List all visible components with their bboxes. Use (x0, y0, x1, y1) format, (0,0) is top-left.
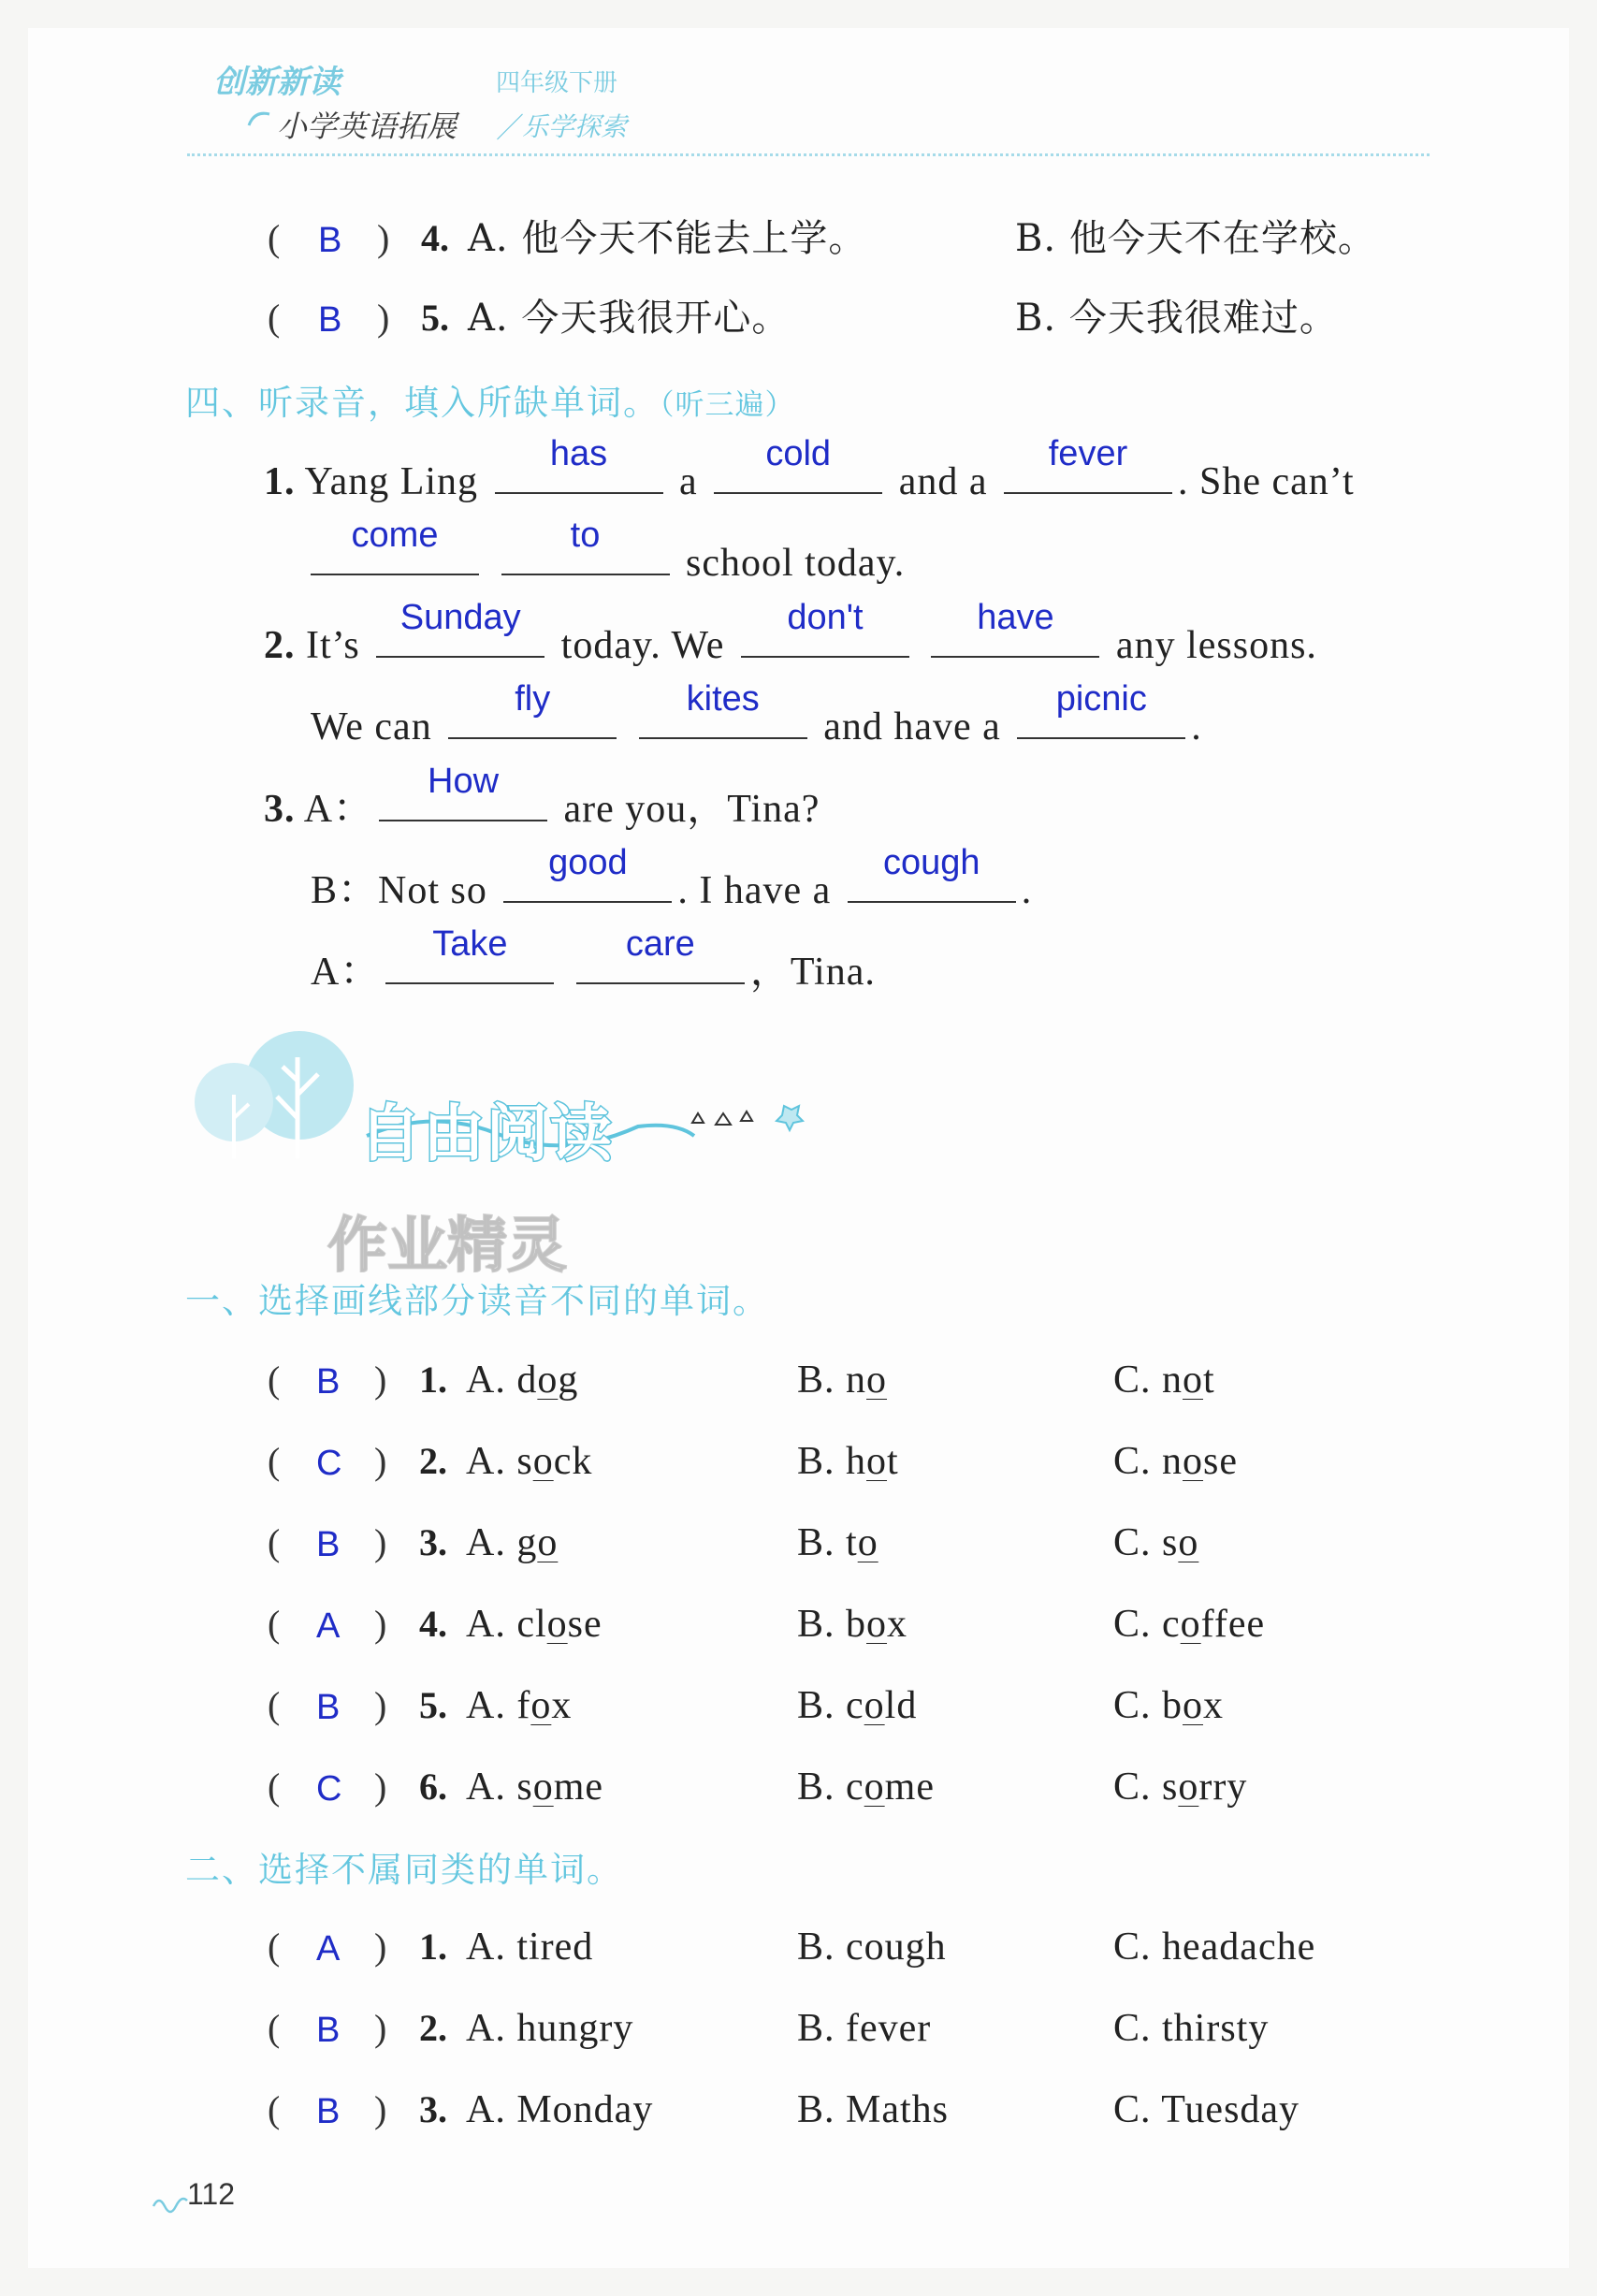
answer-text: A (316, 1606, 341, 1646)
sentence-text: Yang Ling (304, 460, 479, 503)
answer-text: B (318, 221, 342, 260)
answer-text: B (318, 300, 342, 340)
word-part: C. s (1113, 1766, 1179, 1809)
word-part: me (553, 1766, 603, 1809)
answer-paren: ) (374, 1359, 387, 1401)
answer-paren: ) (374, 2007, 387, 2049)
answer-paren: ( (268, 2088, 281, 2130)
underlined-letter: o (866, 1603, 888, 1646)
answer-paren: ( (268, 1603, 281, 1645)
option-a: A. 他今天不能去上学。 (468, 217, 867, 260)
star-decoration-icon (674, 1095, 823, 1155)
answer-word: don't (787, 598, 864, 637)
word-part: A. d (466, 1359, 538, 1402)
tree-illustration-icon (178, 1029, 365, 1165)
question-number: 2. (419, 2007, 447, 2049)
section-heading-pronunciation: 一、选择画线部分读音不同的单词。 (185, 1281, 769, 1321)
section-heading-text: 四、听录音，填入所缺单词。 (185, 383, 660, 423)
fill-line (311, 924, 876, 1005)
answer-word: Take (432, 924, 508, 964)
answer-paren: ) (374, 1684, 387, 1726)
answer-word: kites (686, 679, 760, 719)
answer-paren: ) (374, 2088, 387, 2130)
answer-word: cold (765, 434, 832, 473)
word-part: ck (553, 1440, 593, 1483)
question-number: 2. (419, 1440, 447, 1482)
underlined-letter: o (537, 1359, 559, 1402)
word-part: B. c (797, 1684, 864, 1727)
option-a (466, 1754, 603, 1820)
word-part: B. t (797, 1521, 858, 1564)
option-b: B. Maths (797, 2088, 950, 2131)
word-part: B. c (797, 1766, 864, 1809)
sentence-text: . (1191, 705, 1202, 748)
answer-paren: ( (268, 1359, 281, 1401)
option-b (797, 1510, 878, 1576)
underlined-letter: o (1183, 1684, 1204, 1727)
answer-paren: ( (268, 1766, 281, 1808)
question-number: 5. (421, 297, 449, 339)
word-part: x (1203, 1684, 1225, 1727)
option-b: B. cough (797, 1925, 947, 1969)
word-part: C. n (1113, 1440, 1183, 1483)
answer-blank (741, 598, 909, 658)
option-a (466, 1347, 578, 1413)
answer-word: Sunday (399, 598, 521, 637)
answer-paren: ( (268, 1925, 281, 1968)
answer-paren: ( (268, 1521, 281, 1563)
word-part: C. s (1113, 1521, 1179, 1564)
option-a: A. Monday (466, 2088, 654, 2131)
question-number: 2. (264, 624, 296, 667)
option-b: B. fever (797, 2007, 932, 2050)
sentence-text: school today. (686, 542, 906, 585)
answer-word: How (428, 762, 500, 801)
sentence-text: ，Tina. (749, 951, 876, 994)
option-a (466, 1510, 558, 1576)
option-c: C. thirsty (1113, 2007, 1270, 2050)
underlined-letter: o (530, 1684, 552, 1727)
option-c (1113, 1429, 1238, 1494)
sentence-text: . I have a (677, 869, 832, 912)
option-c: C. headache (1113, 1925, 1316, 1969)
word-part: B. b (797, 1603, 867, 1646)
underlined-letter: o (864, 1684, 885, 1727)
speaker-label: A： (303, 788, 374, 831)
answer-paren: ( (268, 2007, 281, 2049)
underlined-letter: o (532, 1766, 554, 1809)
answer-blank (385, 924, 554, 984)
word-part: se (567, 1603, 603, 1646)
word-part: A. f (466, 1684, 531, 1727)
option-c (1113, 1510, 1198, 1576)
answer-paren: ) (377, 217, 390, 259)
section-heading-listening (185, 374, 795, 425)
answer-blank (931, 598, 1099, 658)
answer-blank (1004, 434, 1172, 494)
word-part: ld (884, 1684, 918, 1727)
underlined-letter: o (866, 1359, 888, 1402)
underlined-letter: o (866, 1440, 888, 1483)
sentence-text: are you，Tina? (563, 788, 820, 831)
answer-blank (448, 679, 617, 739)
sentence-text: It’s (306, 624, 360, 667)
answer-blank (639, 679, 807, 739)
word-part: A. s (466, 1766, 533, 1809)
page-number: 112 (187, 2177, 236, 2211)
word-part: C. n (1113, 1359, 1183, 1402)
sentence-text: . She can’t (1178, 460, 1355, 503)
underlined-letter: o (1178, 1766, 1199, 1809)
answer-word: care (625, 924, 695, 964)
header-slash-icon: ／ (496, 113, 524, 144)
sentence-text: today. We (560, 624, 725, 667)
answer-paren: ) (377, 297, 390, 339)
answer-text: B (316, 1525, 341, 1564)
option-b (797, 1429, 899, 1494)
answer-blank (1017, 679, 1185, 739)
option-a (466, 1429, 592, 1494)
word-part: B. n (797, 1359, 867, 1402)
watermark: 作业精灵 (327, 1212, 567, 1281)
underlined-letter: o (546, 1603, 568, 1646)
answer-paren: ) (374, 1603, 387, 1645)
option-b (797, 1591, 907, 1657)
answer-paren: ) (374, 1521, 387, 1563)
sentence-text: . (1021, 869, 1033, 912)
answer-word: good (548, 843, 628, 882)
answer-text: C (316, 1769, 342, 1809)
grade-label: 四年级下册 (496, 69, 618, 97)
word-part: A. g (466, 1521, 538, 1564)
answer-word: have (977, 598, 1054, 637)
option-a (466, 1591, 603, 1657)
option-a (466, 1673, 572, 1738)
answer-blank (503, 843, 672, 903)
answer-text: B (316, 1362, 341, 1402)
answer-blank (714, 434, 882, 494)
answer-text: B (316, 2011, 341, 2050)
word-part: t (887, 1440, 899, 1483)
answer-paren: ( (268, 1684, 281, 1726)
option-c (1113, 1673, 1224, 1738)
underlined-letter: o (1183, 1440, 1204, 1483)
question-number: 3. (419, 2088, 447, 2130)
answer-text: B (316, 1688, 341, 1727)
underlined-letter: o (864, 1766, 885, 1809)
option-a: A. 今天我很开心。 (468, 297, 791, 340)
answer-word: cough (883, 843, 980, 882)
answer-word: come (351, 516, 439, 555)
word-part: t (1203, 1359, 1215, 1402)
sentence-text: a (679, 460, 698, 503)
underlined-letter: o (1180, 1603, 1201, 1646)
underlined-letter: o (1178, 1521, 1199, 1564)
option-c (1113, 1347, 1215, 1413)
word-part: se (1203, 1440, 1239, 1483)
option-b (797, 1673, 917, 1738)
question-number: 1. (419, 1359, 447, 1401)
question-number: 3. (419, 1521, 447, 1563)
answer-paren: ( (268, 1440, 281, 1482)
question-number: 1. (264, 460, 296, 503)
option-b: B. 他今天不在学校。 (1015, 217, 1376, 260)
word-part: x (551, 1684, 573, 1727)
speaker-label: A： (311, 951, 381, 994)
sentence-text: any lessons. (1115, 624, 1317, 667)
page-number-swirl-icon (152, 2187, 189, 2220)
answer-paren: ) (374, 1440, 387, 1482)
answer-paren: ( (268, 217, 281, 259)
header-divider (187, 153, 1430, 156)
sentence-text: and a (898, 460, 988, 503)
answer-word: fever (1048, 434, 1128, 473)
sentence-text: and have a (823, 705, 1001, 748)
answer-blank (495, 434, 663, 494)
option-a: A. hungry (466, 2007, 634, 2050)
answer-blank (848, 843, 1016, 903)
question-number: 5. (419, 1684, 447, 1726)
word-part: rry (1198, 1766, 1248, 1809)
word-part: B. h (797, 1440, 867, 1483)
banner-title: 自由阅读 (359, 1097, 614, 1170)
answer-word: to (570, 516, 601, 555)
sentence-text: B：Not so (311, 869, 487, 912)
word-part: me (884, 1766, 935, 1809)
answer-blank (501, 516, 670, 575)
word-part: ffee (1200, 1603, 1266, 1646)
word-part: x (887, 1603, 908, 1646)
question-number: 4. (419, 1603, 447, 1645)
answer-text: C (316, 1444, 342, 1483)
question-number: 3. (264, 788, 296, 831)
section-heading-odd-one-out: 二、选择不属同类的单词。 (185, 1850, 623, 1890)
answer-paren: ) (374, 1925, 387, 1968)
book-subtitle: 乐学探索 (522, 111, 628, 142)
word-part: A. cl (466, 1603, 547, 1646)
option-c: C. Tuesday (1113, 2088, 1300, 2131)
answer-blank (376, 598, 544, 658)
option-c (1113, 1591, 1265, 1657)
option-a: A. tired (466, 1925, 594, 1969)
question-number: 4. (421, 217, 449, 259)
underlined-letter: o (857, 1521, 878, 1564)
question-number: 1. (419, 1925, 447, 1968)
underlined-letter: o (532, 1440, 554, 1483)
answer-blank (311, 516, 479, 575)
option-b (797, 1754, 935, 1820)
sentence-text: We can (311, 705, 432, 748)
answer-paren: ) (374, 1766, 387, 1808)
word-part: C. c (1113, 1603, 1181, 1646)
option-b: B. 今天我很难过。 (1015, 297, 1338, 340)
answer-blank (576, 924, 745, 984)
book-title: 小学英语拓展 (277, 109, 457, 144)
brand-logo: 创新新读 (213, 64, 341, 101)
header-swirl-icon (245, 105, 273, 138)
underlined-letter: o (1183, 1359, 1204, 1402)
option-c (1113, 1754, 1247, 1820)
word-part: g (558, 1359, 579, 1402)
answer-text: B (316, 2092, 341, 2131)
answer-word: fly (515, 679, 551, 719)
answer-word: picnic (1055, 679, 1147, 719)
answer-word: has (549, 434, 608, 473)
word-part: A. s (466, 1440, 533, 1483)
underlined-letter: o (537, 1521, 559, 1564)
word-part: C. b (1113, 1684, 1183, 1727)
answer-blank (379, 762, 547, 821)
question-number: 6. (419, 1766, 447, 1808)
option-b (797, 1347, 887, 1413)
answer-text: A (316, 1929, 341, 1969)
section-heading-note: （听三遍） (660, 388, 795, 422)
answer-paren: ( (268, 297, 281, 339)
